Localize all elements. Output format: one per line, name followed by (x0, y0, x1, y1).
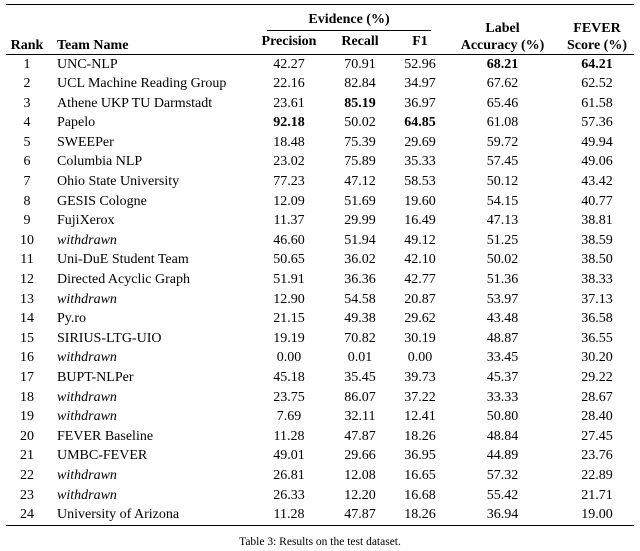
team-name-cell: SWEEPer (57, 134, 114, 150)
team-name-cell: FujiXerox (57, 213, 115, 229)
precision-cell: 26.81 (273, 467, 305, 483)
fever-score-cell: 62.52 (581, 76, 613, 92)
label-accuracy-cell: 44.89 (486, 448, 519, 464)
precision-cell: 46.60 (273, 232, 305, 248)
rank-cell: 18 (20, 389, 34, 405)
col-header-fever-score (560, 5, 634, 55)
rank-cell: 9 (23, 213, 31, 229)
results-table (6, 4, 634, 526)
rank-cell: 7 (23, 174, 31, 190)
precision-cell: 92.18 (273, 115, 305, 131)
rank-cell: 6 (23, 154, 31, 170)
f1-cell: 64.85 (404, 115, 436, 131)
f1-cell: 36.95 (404, 448, 436, 464)
precision-cell: 50.65 (273, 252, 305, 268)
team-name-cell: FEVER Baseline (57, 428, 154, 444)
recall-cell: 51.69 (344, 193, 376, 209)
fever-score-cell: 37.13 (581, 291, 613, 307)
rank-cell: 3 (23, 95, 31, 111)
table-row (6, 466, 634, 486)
precision-cell: 23.75 (273, 389, 305, 405)
label-accuracy-line2: Accuracy (%) (460, 38, 545, 53)
team-name-cell: Papelo (57, 115, 96, 131)
table-row (6, 94, 634, 114)
f1-cell: 42.10 (404, 252, 436, 268)
rank-cell: 5 (23, 134, 31, 150)
recall-cell: 47.87 (344, 507, 376, 523)
precision-cell: 23.61 (273, 95, 305, 111)
fever-score-cell: 38.81 (581, 213, 613, 229)
f1-cell: 19.60 (404, 193, 436, 209)
rank-cell: 4 (23, 115, 31, 131)
precision-cell: 12.90 (273, 291, 305, 307)
col-header-recall: Recall (341, 34, 379, 50)
f1-cell: 35.33 (404, 154, 436, 170)
f1-cell: 16.68 (404, 487, 436, 503)
label-accuracy-cell: 53.97 (486, 291, 519, 307)
rank-cell: 10 (20, 232, 34, 248)
fever-score-cell: 27.45 (581, 428, 613, 444)
fever-score-cell: 23.76 (581, 448, 613, 464)
rank-cell: 23 (20, 487, 34, 503)
evidence-group-label: Evidence (%) (308, 11, 390, 27)
rank-cell: 14 (20, 311, 34, 327)
rank-cell: 19 (20, 409, 34, 425)
col-header-label-accuracy (445, 5, 560, 55)
label-accuracy-cell: 54.15 (486, 193, 519, 209)
f1-cell: 16.49 (404, 213, 436, 229)
table-row (6, 388, 634, 408)
fever-score-cell: 36.55 (581, 330, 613, 346)
fever-score-cell: 28.67 (581, 389, 613, 405)
rank-cell: 8 (23, 193, 31, 209)
rank-cell: 17 (20, 370, 34, 385)
table-row (6, 447, 634, 467)
rank-cell: 13 (20, 291, 34, 307)
fever-score-cell: 49.94 (581, 134, 613, 150)
fever-score-cell: 61.58 (581, 95, 613, 111)
f1-cell: 16.65 (404, 467, 436, 483)
team-name-cell: withdrawn (57, 409, 117, 425)
label-accuracy-cell: 48.84 (486, 428, 519, 444)
col-header-precision: Precision (261, 34, 317, 50)
f1-cell: 34.97 (404, 76, 436, 92)
recall-cell: 47.12 (344, 174, 376, 190)
precision-cell: 23.02 (273, 154, 305, 170)
recall-cell: 36.36 (344, 272, 376, 288)
precision-cell: 26.33 (273, 487, 305, 503)
recall-cell: 35.45 (344, 370, 376, 385)
f1-cell: 36.97 (404, 95, 436, 111)
team-name-cell: Uni-DuE Student Team (57, 252, 189, 268)
precision-cell: 11.28 (273, 507, 305, 523)
recall-cell: 29.99 (344, 213, 376, 229)
recall-cell: 82.84 (344, 76, 376, 92)
table-row (6, 349, 634, 369)
label-accuracy-cell: 33.33 (486, 389, 519, 405)
rank-cell: 20 (20, 428, 34, 444)
precision-cell: 11.28 (273, 428, 305, 444)
team-name-cell: Directed Acyclic Graph (57, 272, 190, 288)
label-accuracy-cell: 50.80 (486, 409, 519, 425)
f1-cell: 18.26 (404, 428, 436, 444)
table-row (6, 173, 634, 193)
col-header-team-name: Team Name (57, 38, 129, 53)
fever-score-cell: 29.22 (581, 370, 613, 385)
team-name-cell: Columbia NLP (57, 154, 143, 170)
precision-cell: 12.09 (273, 193, 305, 209)
table-row (6, 212, 634, 232)
fever-score-cell: 38.59 (581, 232, 613, 248)
recall-cell: 29.66 (344, 448, 376, 464)
evidence-group-underline (267, 12, 431, 31)
fever-score-cell: 21.71 (581, 487, 613, 503)
team-name-cell: UMBC-FEVER (57, 448, 148, 464)
table-row (6, 231, 634, 251)
label-accuracy-cell: 61.08 (486, 115, 519, 131)
fever-score-cell: 36.58 (581, 311, 613, 327)
precision-cell: 11.37 (273, 213, 305, 229)
fever-score-cell: 30.20 (581, 350, 613, 366)
table-caption: Table 3: Results on the test dataset. (239, 536, 401, 549)
f1-cell: 52.96 (404, 56, 436, 72)
rank-cell: 1 (23, 56, 31, 72)
label-accuracy-cell: 50.02 (486, 252, 519, 268)
fever-score-cell: 40.77 (581, 193, 613, 209)
precision-cell: 77.23 (273, 174, 305, 190)
fever-score-cell: 49.06 (581, 154, 613, 170)
fever-score-cell: 43.42 (581, 174, 613, 190)
table-row (6, 290, 634, 310)
recall-cell: 51.94 (344, 232, 376, 248)
recall-cell: 75.89 (344, 154, 376, 170)
label-accuracy-cell: 45.37 (486, 370, 519, 385)
rank-cell: 22 (20, 467, 34, 483)
team-name-cell: withdrawn (57, 467, 117, 483)
team-name-cell: Ohio State University (57, 174, 180, 190)
label-accuracy-cell: 59.72 (486, 134, 519, 150)
label-accuracy-cell: 65.46 (486, 95, 519, 111)
table-row (6, 192, 634, 212)
table-row (6, 75, 634, 95)
table-row (6, 153, 634, 173)
fever-score-line2: Score (%) (567, 38, 627, 53)
table-row (6, 55, 634, 75)
label-accuracy-line1: Label (485, 21, 520, 36)
f1-cell: 0.00 (407, 350, 433, 366)
label-accuracy-cell: 55.42 (486, 487, 519, 503)
team-name-cell: withdrawn (57, 487, 117, 503)
fever-score-cell: 57.36 (581, 115, 613, 131)
label-accuracy-cell: 33.45 (486, 350, 519, 366)
precision-cell: 18.48 (273, 134, 305, 150)
f1-cell: 42.77 (404, 272, 436, 288)
fever-score-cell: 22.89 (581, 467, 613, 483)
table-row (6, 506, 634, 526)
recall-cell: 54.58 (344, 291, 376, 307)
fever-score-line1: FEVER (573, 21, 621, 36)
recall-cell: 12.08 (344, 467, 376, 483)
col-header-evidence-group (253, 5, 445, 31)
f1-cell: 29.62 (404, 311, 436, 327)
rank-cell: 2 (23, 76, 31, 92)
table-row (6, 310, 634, 330)
precision-cell: 19.19 (273, 330, 305, 346)
rank-cell: 24 (20, 507, 34, 523)
f1-cell: 37.22 (404, 389, 436, 405)
team-name-cell: Py.ro (57, 311, 87, 327)
label-accuracy-cell: 67.62 (486, 76, 519, 92)
team-name-cell: Athene UKP TU Darmstadt (57, 95, 213, 111)
precision-cell: 7.69 (276, 409, 302, 425)
team-name-cell: withdrawn (57, 291, 117, 307)
fever-score-cell: 38.33 (581, 272, 613, 288)
team-name-cell: University of Arizona (57, 507, 180, 523)
label-accuracy-cell: 43.48 (486, 311, 519, 327)
recall-cell: 70.91 (344, 56, 376, 72)
col-header-f1: F1 (412, 34, 428, 50)
f1-cell: 30.19 (404, 330, 436, 346)
fever-score-cell: 19.00 (581, 507, 613, 523)
label-accuracy-cell: 47.13 (486, 213, 519, 229)
recall-cell: 50.02 (344, 115, 376, 131)
f1-cell: 49.12 (404, 232, 436, 248)
table-row (6, 114, 634, 134)
table-row (6, 369, 634, 389)
rank-cell: 15 (20, 330, 34, 346)
recall-cell: 85.19 (344, 95, 376, 111)
col-header-rank: Rank (10, 38, 44, 53)
team-name-cell: SIRIUS-LTG-UIO (57, 330, 162, 346)
label-accuracy-cell: 57.32 (486, 467, 519, 483)
table-row (6, 486, 634, 506)
rank-cell: 16 (20, 350, 34, 366)
table-row (6, 271, 634, 291)
team-name-cell: withdrawn (57, 232, 117, 248)
team-name-cell: withdrawn (57, 350, 117, 366)
label-accuracy-cell: 50.12 (486, 174, 519, 190)
label-accuracy-cell: 68.21 (486, 56, 519, 72)
team-name-cell: GESIS Cologne (57, 193, 147, 209)
f1-cell: 18.26 (404, 507, 436, 523)
fever-score-cell: 28.40 (581, 409, 613, 425)
precision-cell: 45.18 (273, 370, 305, 385)
recall-cell: 0.01 (347, 350, 373, 366)
team-name-cell: UNC-NLP (57, 56, 118, 72)
recall-cell: 70.82 (344, 330, 376, 346)
table-row (6, 408, 634, 428)
label-accuracy-cell: 57.45 (486, 154, 519, 170)
table-row (6, 427, 634, 447)
f1-cell: 29.69 (404, 134, 436, 150)
recall-cell: 32.11 (344, 409, 376, 425)
fever-score-cell: 64.21 (581, 56, 613, 72)
f1-cell: 58.53 (404, 174, 436, 190)
recall-cell: 36.02 (344, 252, 376, 268)
precision-cell: 51.91 (273, 272, 305, 288)
f1-cell: 39.73 (404, 370, 436, 385)
team-name-cell: withdrawn (57, 389, 117, 405)
rank-cell: 11 (20, 252, 34, 268)
precision-cell: 22.16 (273, 76, 305, 92)
recall-cell: 86.07 (344, 389, 376, 405)
f1-cell: 20.87 (404, 291, 436, 307)
team-name-cell: UCL Machine Reading Group (57, 76, 227, 92)
fever-score-cell: 38.50 (581, 252, 613, 268)
label-accuracy-cell: 51.36 (486, 272, 519, 288)
precision-cell: 0.00 (276, 350, 302, 366)
team-name-cell: BUPT-NLPer (57, 370, 134, 385)
table-row (6, 251, 634, 271)
table-row (6, 133, 634, 153)
rank-cell: 12 (20, 272, 34, 288)
precision-cell: 21.15 (273, 311, 305, 327)
recall-cell: 75.39 (344, 134, 376, 150)
rank-cell: 21 (20, 448, 34, 464)
f1-cell: 12.41 (404, 409, 436, 425)
precision-cell: 42.27 (273, 56, 305, 72)
table-body (6, 55, 634, 526)
table-row (6, 329, 634, 349)
recall-cell: 47.87 (344, 428, 376, 444)
recall-cell: 49.38 (344, 311, 376, 327)
label-accuracy-cell: 51.25 (486, 232, 519, 248)
label-accuracy-cell: 48.87 (486, 330, 519, 346)
precision-cell: 49.01 (273, 448, 305, 464)
recall-cell: 12.20 (344, 487, 376, 503)
label-accuracy-cell: 36.94 (486, 507, 519, 523)
table-header (6, 5, 634, 55)
